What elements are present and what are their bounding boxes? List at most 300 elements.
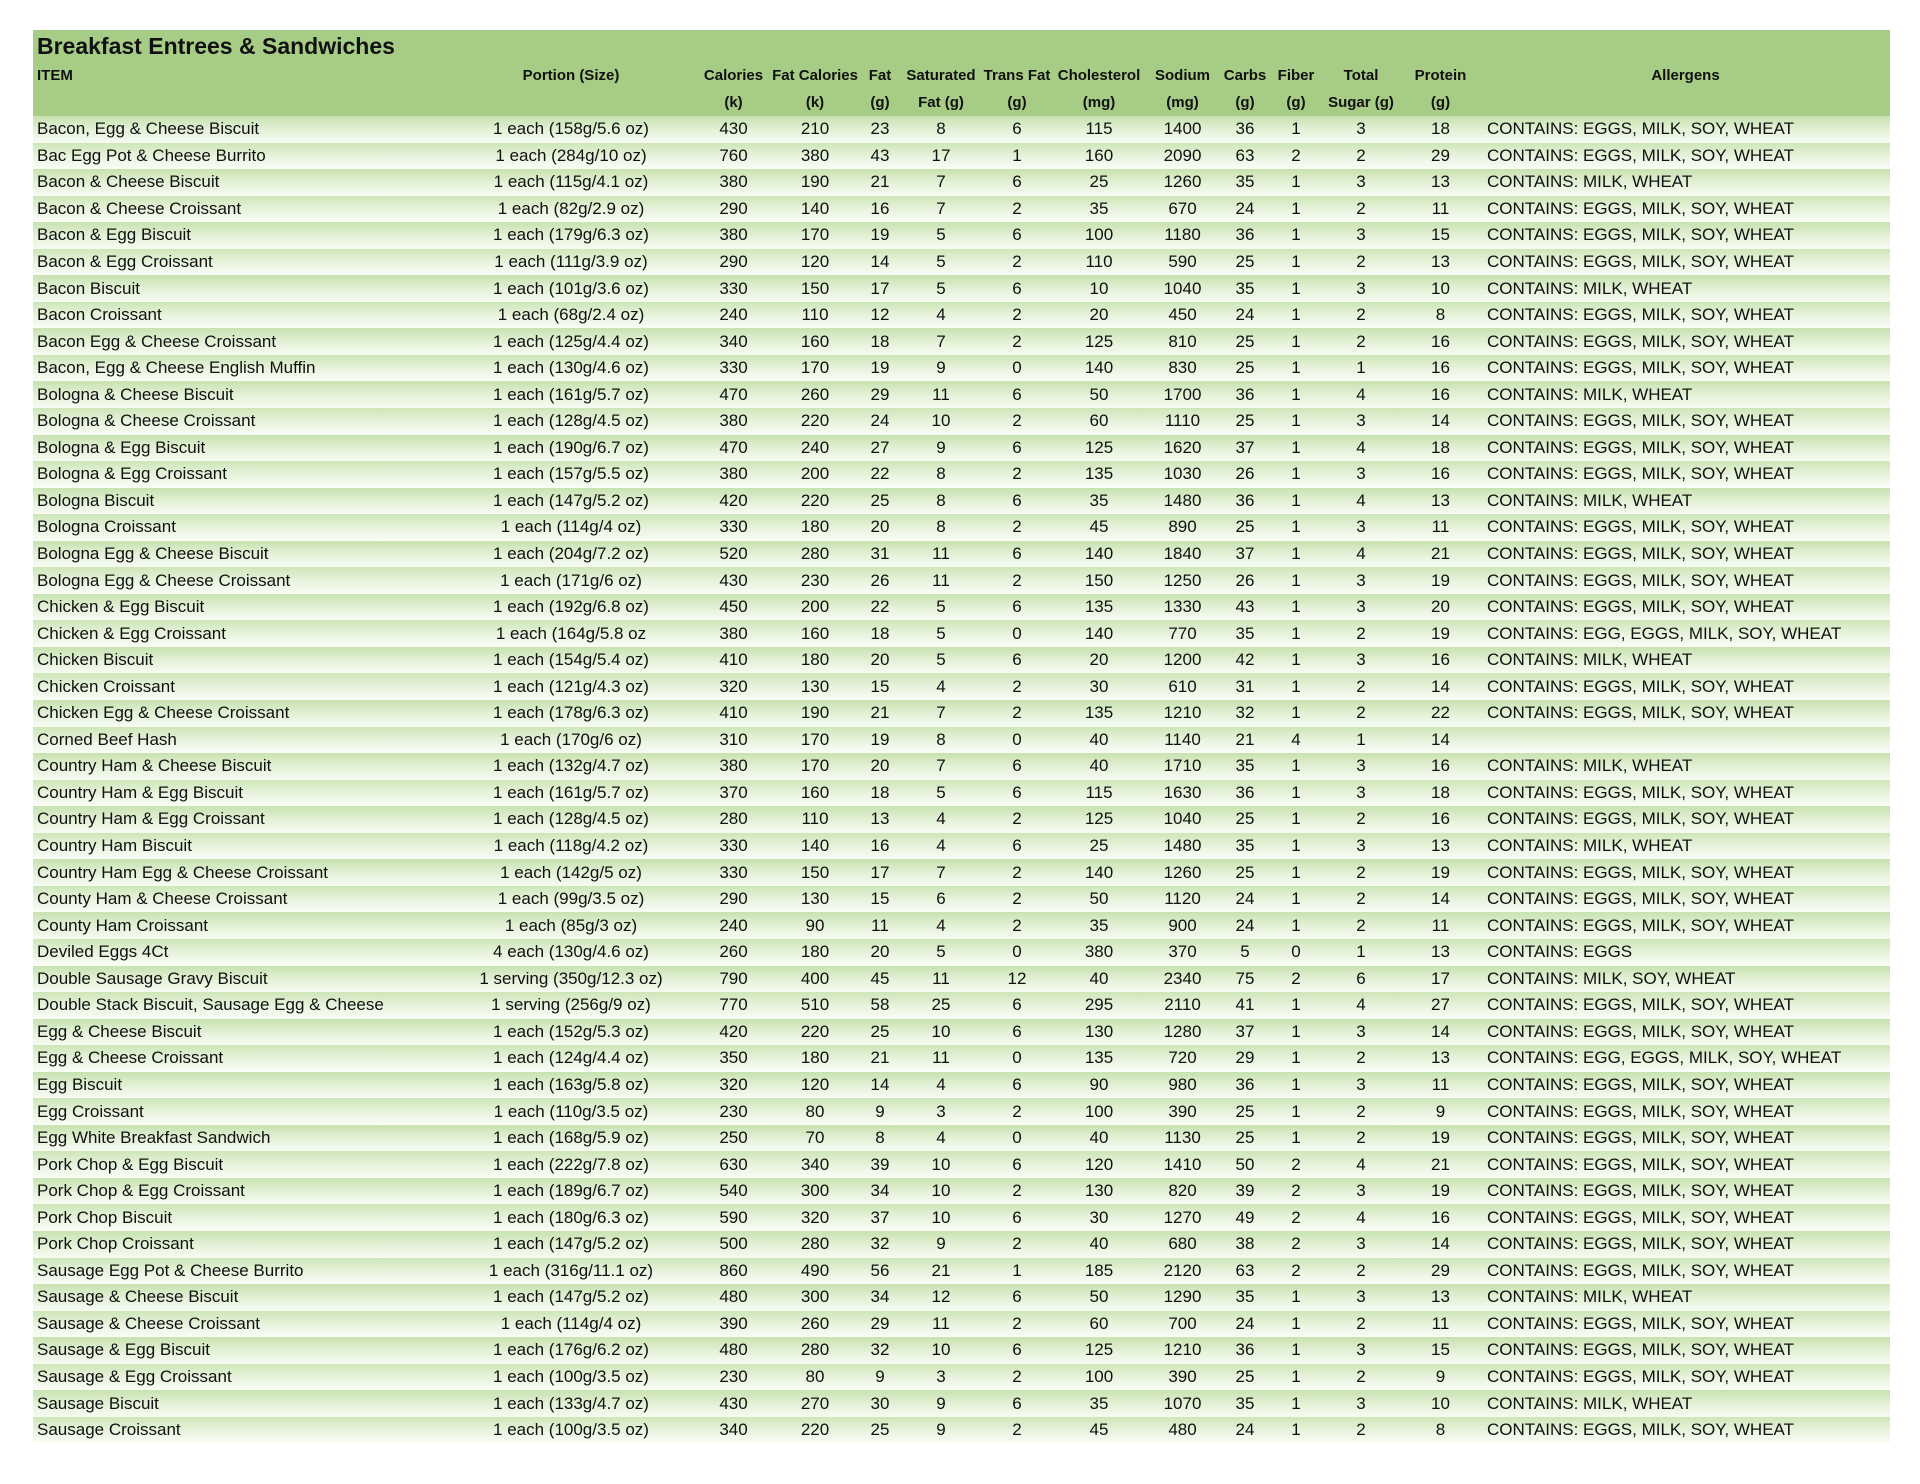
cell-calories: 260 — [696, 939, 771, 966]
cell-portion: 1 each (316g/11.1 oz) — [446, 1258, 696, 1285]
cell-fiber: 2 — [1270, 1258, 1322, 1285]
cell-carbs: 29 — [1220, 1045, 1270, 1072]
cell-fat-calories: 270 — [771, 1390, 859, 1417]
cell-item: Country Ham & Egg Croissant — [33, 806, 446, 833]
cell-sodium: 2120 — [1145, 1258, 1220, 1285]
cell-carbs: 43 — [1220, 594, 1270, 621]
column-header-fat-calories-unit: (k) — [771, 89, 859, 116]
cell-protein: 18 — [1400, 780, 1481, 807]
column-header-total-sugar-unit: Sugar (g) — [1322, 89, 1400, 116]
table-row — [33, 886, 1890, 913]
table-row — [33, 1417, 1890, 1444]
cell-fat: 21 — [859, 1045, 901, 1072]
cell-carbs: 37 — [1220, 1019, 1270, 1046]
cell-saturated-fat: 12 — [901, 1284, 981, 1311]
cell-total-sugar: 4 — [1322, 992, 1400, 1019]
cell-cholesterol: 125 — [1053, 1337, 1145, 1364]
cell-trans-fat: 6 — [981, 1019, 1053, 1046]
cell-trans-fat: 2 — [981, 673, 1053, 700]
cell-trans-fat: 6 — [981, 594, 1053, 621]
cell-cholesterol: 130 — [1053, 1178, 1145, 1205]
cell-calories: 380 — [696, 169, 771, 196]
cell-item: Bologna & Cheese Croissant — [33, 408, 446, 435]
column-header-fiber-unit: (g) — [1270, 89, 1322, 116]
cell-cholesterol: 10 — [1053, 275, 1145, 302]
cell-fat-calories: 490 — [771, 1258, 859, 1285]
cell-protein: 16 — [1400, 1204, 1481, 1231]
cell-portion: 1 each (111g/3.9 oz) — [446, 249, 696, 276]
cell-saturated-fat: 17 — [901, 143, 981, 170]
cell-total-sugar: 3 — [1322, 116, 1400, 143]
cell-fiber: 1 — [1270, 1072, 1322, 1099]
cell-allergens: CONTAINS: EGGS, MILK, SOY, WHEAT — [1481, 567, 1890, 594]
cell-protein: 17 — [1400, 966, 1481, 993]
cell-item: Egg & Cheese Croissant — [33, 1045, 446, 1072]
table-row — [33, 700, 1890, 727]
cell-calories: 330 — [696, 833, 771, 860]
cell-sodium: 1480 — [1145, 488, 1220, 515]
cell-carbs: 25 — [1220, 249, 1270, 276]
nutrition-table — [33, 62, 1890, 1443]
cell-fat: 20 — [859, 647, 901, 674]
cell-protein: 13 — [1400, 939, 1481, 966]
cell-portion: 1 each (142g/5 oz) — [446, 859, 696, 886]
sheet-title-band — [33, 30, 1890, 62]
table-row — [33, 222, 1890, 249]
cell-item: County Ham & Cheese Croissant — [33, 886, 446, 913]
table-row — [33, 275, 1890, 302]
cell-cholesterol: 140 — [1053, 620, 1145, 647]
cell-carbs: 63 — [1220, 143, 1270, 170]
cell-sodium: 1130 — [1145, 1125, 1220, 1152]
cell-allergens: CONTAINS: EGGS, MILK, SOY, WHEAT — [1481, 1337, 1890, 1364]
cell-carbs: 25 — [1220, 514, 1270, 541]
cell-allergens: CONTAINS: EGGS, MILK, SOY, WHEAT — [1481, 461, 1890, 488]
cell-allergens: CONTAINS: EGGS, MILK, SOY, WHEAT — [1481, 700, 1890, 727]
cell-calories: 790 — [696, 966, 771, 993]
cell-protein: 8 — [1400, 302, 1481, 329]
cell-protein: 15 — [1400, 1337, 1481, 1364]
table-row — [33, 806, 1890, 833]
cell-calories: 420 — [696, 1019, 771, 1046]
cell-allergens: CONTAINS: EGGS, MILK, SOY, WHEAT — [1481, 222, 1890, 249]
cell-cholesterol: 60 — [1053, 408, 1145, 435]
cell-fat-calories: 80 — [771, 1098, 859, 1125]
cell-calories: 290 — [696, 886, 771, 913]
cell-fat-calories: 160 — [771, 620, 859, 647]
cell-carbs: 24 — [1220, 196, 1270, 223]
cell-total-sugar: 3 — [1322, 833, 1400, 860]
cell-trans-fat: 2 — [981, 1417, 1053, 1444]
cell-fat: 29 — [859, 381, 901, 408]
table-row — [33, 833, 1890, 860]
cell-calories: 240 — [696, 302, 771, 329]
cell-sodium: 1400 — [1145, 116, 1220, 143]
cell-cholesterol: 40 — [1053, 1125, 1145, 1152]
cell-carbs: 25 — [1220, 806, 1270, 833]
cell-saturated-fat: 8 — [901, 461, 981, 488]
cell-protein: 16 — [1400, 461, 1481, 488]
cell-fiber: 1 — [1270, 647, 1322, 674]
column-header-item-unit — [33, 89, 446, 116]
cell-portion: 1 each (124g/4.4 oz) — [446, 1045, 696, 1072]
table-row — [33, 1390, 1890, 1417]
cell-saturated-fat: 9 — [901, 1231, 981, 1258]
cell-carbs: 26 — [1220, 567, 1270, 594]
cell-allergens: CONTAINS: EGGS, MILK, SOY, WHEAT — [1481, 1019, 1890, 1046]
column-header-trans-fat: Trans Fat — [981, 62, 1053, 89]
cell-saturated-fat: 3 — [901, 1364, 981, 1391]
cell-protein: 13 — [1400, 249, 1481, 276]
cell-fat: 25 — [859, 1019, 901, 1046]
cell-carbs: 32 — [1220, 700, 1270, 727]
cell-cholesterol: 50 — [1053, 1284, 1145, 1311]
page-title: Breakfast Entrees & Sandwiches — [37, 33, 395, 59]
cell-saturated-fat: 9 — [901, 355, 981, 382]
cell-sodium: 1030 — [1145, 461, 1220, 488]
cell-sodium: 1210 — [1145, 1337, 1220, 1364]
cell-sodium: 610 — [1145, 673, 1220, 700]
cell-cholesterol: 130 — [1053, 1019, 1145, 1046]
cell-protein: 14 — [1400, 1231, 1481, 1258]
column-header-sodium-unit: (mg) — [1145, 89, 1220, 116]
cell-carbs: 35 — [1220, 275, 1270, 302]
cell-cholesterol: 40 — [1053, 727, 1145, 754]
cell-fiber: 1 — [1270, 1337, 1322, 1364]
cell-saturated-fat: 11 — [901, 966, 981, 993]
cell-saturated-fat: 8 — [901, 727, 981, 754]
cell-allergens: CONTAINS: EGGS, MILK, SOY, WHEAT — [1481, 116, 1890, 143]
cell-fiber: 1 — [1270, 912, 1322, 939]
cell-fat-calories: 200 — [771, 461, 859, 488]
cell-fat: 34 — [859, 1178, 901, 1205]
cell-allergens: CONTAINS: EGGS, MILK, SOY, WHEAT — [1481, 541, 1890, 568]
cell-fat-calories: 180 — [771, 939, 859, 966]
cell-calories: 340 — [696, 1417, 771, 1444]
cell-trans-fat: 2 — [981, 1364, 1053, 1391]
cell-calories: 240 — [696, 912, 771, 939]
cell-fiber: 2 — [1270, 1231, 1322, 1258]
table-row — [33, 1258, 1890, 1285]
cell-total-sugar: 1 — [1322, 939, 1400, 966]
cell-sodium: 980 — [1145, 1072, 1220, 1099]
cell-trans-fat: 6 — [981, 116, 1053, 143]
cell-portion: 1 each (100g/3.5 oz) — [446, 1364, 696, 1391]
cell-allergens: CONTAINS: MILK, WHEAT — [1481, 488, 1890, 515]
cell-calories: 380 — [696, 461, 771, 488]
cell-saturated-fat: 4 — [901, 1072, 981, 1099]
cell-item: Pork Chop & Egg Croissant — [33, 1178, 446, 1205]
cell-protein: 18 — [1400, 116, 1481, 143]
cell-calories: 450 — [696, 594, 771, 621]
cell-item: Country Ham & Cheese Biscuit — [33, 753, 446, 780]
cell-cholesterol: 135 — [1053, 1045, 1145, 1072]
cell-protein: 14 — [1400, 727, 1481, 754]
cell-sodium: 1040 — [1145, 275, 1220, 302]
cell-item: Pork Chop Croissant — [33, 1231, 446, 1258]
cell-portion: 1 each (179g/6.3 oz) — [446, 222, 696, 249]
cell-saturated-fat: 11 — [901, 567, 981, 594]
cell-fat-calories: 110 — [771, 302, 859, 329]
cell-item: County Ham Croissant — [33, 912, 446, 939]
cell-cholesterol: 135 — [1053, 700, 1145, 727]
cell-protein: 19 — [1400, 567, 1481, 594]
cell-saturated-fat: 4 — [901, 806, 981, 833]
cell-carbs: 35 — [1220, 620, 1270, 647]
cell-total-sugar: 2 — [1322, 859, 1400, 886]
cell-total-sugar: 3 — [1322, 780, 1400, 807]
cell-fat: 22 — [859, 594, 901, 621]
cell-item: Bologna & Egg Biscuit — [33, 435, 446, 462]
cell-saturated-fat: 11 — [901, 1045, 981, 1072]
cell-fat-calories: 260 — [771, 1311, 859, 1338]
cell-fat-calories: 170 — [771, 753, 859, 780]
cell-item: Pork Chop & Egg Biscuit — [33, 1151, 446, 1178]
cell-fiber: 1 — [1270, 1098, 1322, 1125]
cell-cholesterol: 135 — [1053, 594, 1145, 621]
cell-fat-calories: 180 — [771, 647, 859, 674]
column-header-calories: Calories — [696, 62, 771, 89]
cell-trans-fat: 6 — [981, 1072, 1053, 1099]
cell-fat: 21 — [859, 169, 901, 196]
cell-allergens: CONTAINS: EGGS, MILK, SOY, WHEAT — [1481, 780, 1890, 807]
cell-sodium: 1330 — [1145, 594, 1220, 621]
cell-item: Chicken Croissant — [33, 673, 446, 700]
cell-total-sugar: 1 — [1322, 727, 1400, 754]
cell-portion: 1 each (176g/6.2 oz) — [446, 1337, 696, 1364]
cell-allergens: CONTAINS: EGGS, MILK, SOY, WHEAT — [1481, 1258, 1890, 1285]
cell-sodium: 1270 — [1145, 1204, 1220, 1231]
cell-fat-calories: 190 — [771, 700, 859, 727]
cell-fiber: 1 — [1270, 673, 1322, 700]
cell-item: Bacon & Egg Biscuit — [33, 222, 446, 249]
cell-trans-fat: 6 — [981, 647, 1053, 674]
cell-trans-fat: 2 — [981, 1098, 1053, 1125]
nutrition-sheet — [33, 30, 1890, 1443]
cell-sodium: 2110 — [1145, 992, 1220, 1019]
cell-fiber: 1 — [1270, 1125, 1322, 1152]
column-header-portion: Portion (Size) — [446, 62, 696, 89]
cell-portion: 1 each (128g/4.5 oz) — [446, 806, 696, 833]
cell-protein: 27 — [1400, 992, 1481, 1019]
column-header-allergens: Allergens — [1481, 62, 1890, 89]
cell-fat: 20 — [859, 939, 901, 966]
cell-cholesterol: 50 — [1053, 381, 1145, 408]
cell-carbs: 75 — [1220, 966, 1270, 993]
cell-fat-calories: 170 — [771, 222, 859, 249]
cell-allergens: CONTAINS: EGGS, MILK, SOY, WHEAT — [1481, 886, 1890, 913]
cell-total-sugar: 3 — [1322, 1284, 1400, 1311]
cell-saturated-fat: 8 — [901, 488, 981, 515]
cell-allergens: CONTAINS: EGGS, MILK, SOY, WHEAT — [1481, 1231, 1890, 1258]
cell-protein: 13 — [1400, 1045, 1481, 1072]
cell-protein: 14 — [1400, 886, 1481, 913]
cell-fiber: 1 — [1270, 594, 1322, 621]
column-header-fiber: Fiber — [1270, 62, 1322, 89]
cell-total-sugar: 3 — [1322, 1390, 1400, 1417]
cell-portion: 1 each (125g/4.4 oz) — [446, 328, 696, 355]
cell-cholesterol: 30 — [1053, 673, 1145, 700]
cell-saturated-fat: 4 — [901, 833, 981, 860]
cell-total-sugar: 4 — [1322, 381, 1400, 408]
cell-fiber: 1 — [1270, 886, 1322, 913]
cell-saturated-fat: 5 — [901, 249, 981, 276]
cell-total-sugar: 3 — [1322, 647, 1400, 674]
cell-portion: 1 each (189g/6.7 oz) — [446, 1178, 696, 1205]
cell-fiber: 1 — [1270, 488, 1322, 515]
cell-portion: 1 each (99g/3.5 oz) — [446, 886, 696, 913]
cell-saturated-fat: 25 — [901, 992, 981, 1019]
cell-sodium: 890 — [1145, 514, 1220, 541]
cell-trans-fat: 2 — [981, 196, 1053, 223]
cell-protein: 16 — [1400, 355, 1481, 382]
cell-protein: 19 — [1400, 1178, 1481, 1205]
cell-fat-calories: 280 — [771, 541, 859, 568]
cell-portion: 1 serving (256g/9 oz) — [446, 992, 696, 1019]
cell-protein: 19 — [1400, 620, 1481, 647]
cell-saturated-fat: 5 — [901, 939, 981, 966]
cell-total-sugar: 2 — [1322, 302, 1400, 329]
cell-item: Sausage & Cheese Croissant — [33, 1311, 446, 1338]
cell-calories: 370 — [696, 780, 771, 807]
cell-cholesterol: 40 — [1053, 1231, 1145, 1258]
cell-sodium: 720 — [1145, 1045, 1220, 1072]
cell-total-sugar: 2 — [1322, 1098, 1400, 1125]
cell-calories: 760 — [696, 143, 771, 170]
cell-fat: 18 — [859, 620, 901, 647]
table-header — [33, 62, 1890, 116]
cell-portion: 1 each (161g/5.7 oz) — [446, 780, 696, 807]
cell-allergens: CONTAINS: EGGS, MILK, SOY, WHEAT — [1481, 328, 1890, 355]
cell-fat-calories: 170 — [771, 727, 859, 754]
cell-portion: 1 each (147g/5.2 oz) — [446, 1284, 696, 1311]
cell-calories: 470 — [696, 435, 771, 462]
cell-cholesterol: 140 — [1053, 355, 1145, 382]
cell-sodium: 900 — [1145, 912, 1220, 939]
cell-fiber: 1 — [1270, 275, 1322, 302]
cell-calories: 350 — [696, 1045, 771, 1072]
cell-portion: 1 each (110g/3.5 oz) — [446, 1098, 696, 1125]
cell-protein: 29 — [1400, 143, 1481, 170]
cell-total-sugar: 3 — [1322, 222, 1400, 249]
cell-fat: 23 — [859, 116, 901, 143]
cell-fat-calories: 180 — [771, 514, 859, 541]
cell-saturated-fat: 7 — [901, 196, 981, 223]
table-row — [33, 1098, 1890, 1125]
cell-fat: 18 — [859, 780, 901, 807]
cell-fat: 34 — [859, 1284, 901, 1311]
cell-total-sugar: 2 — [1322, 912, 1400, 939]
cell-protein: 19 — [1400, 859, 1481, 886]
cell-portion: 1 each (114g/4 oz) — [446, 1311, 696, 1338]
cell-protein: 11 — [1400, 196, 1481, 223]
cell-cholesterol: 295 — [1053, 992, 1145, 1019]
cell-trans-fat: 6 — [981, 435, 1053, 462]
cell-portion: 1 each (68g/2.4 oz) — [446, 302, 696, 329]
cell-saturated-fat: 5 — [901, 222, 981, 249]
cell-fat-calories: 160 — [771, 328, 859, 355]
cell-protein: 14 — [1400, 673, 1481, 700]
cell-fat-calories: 300 — [771, 1284, 859, 1311]
cell-cholesterol: 140 — [1053, 859, 1145, 886]
cell-trans-fat: 6 — [981, 1337, 1053, 1364]
cell-calories: 430 — [696, 1390, 771, 1417]
cell-fat: 22 — [859, 461, 901, 488]
cell-fat-calories: 220 — [771, 408, 859, 435]
cell-saturated-fat: 10 — [901, 1178, 981, 1205]
cell-fat: 9 — [859, 1098, 901, 1125]
cell-cholesterol: 50 — [1053, 886, 1145, 913]
cell-carbs: 36 — [1220, 488, 1270, 515]
column-header-saturated-fat: Saturated — [901, 62, 981, 89]
cell-sodium: 480 — [1145, 1417, 1220, 1444]
cell-trans-fat: 2 — [981, 859, 1053, 886]
cell-protein: 29 — [1400, 1258, 1481, 1285]
cell-saturated-fat: 9 — [901, 435, 981, 462]
table-row — [33, 1284, 1890, 1311]
cell-cholesterol: 110 — [1053, 249, 1145, 276]
cell-protein: 21 — [1400, 1151, 1481, 1178]
cell-cholesterol: 100 — [1053, 1364, 1145, 1391]
cell-sodium: 1840 — [1145, 541, 1220, 568]
cell-total-sugar: 2 — [1322, 620, 1400, 647]
table-row — [33, 753, 1890, 780]
cell-calories: 500 — [696, 1231, 771, 1258]
cell-protein: 16 — [1400, 647, 1481, 674]
cell-fat-calories: 280 — [771, 1231, 859, 1258]
cell-item: Bologna Egg & Cheese Croissant — [33, 567, 446, 594]
cell-fat: 17 — [859, 275, 901, 302]
cell-fiber: 2 — [1270, 1204, 1322, 1231]
cell-allergens: CONTAINS: MILK, WHEAT — [1481, 1390, 1890, 1417]
cell-item: Egg & Cheese Biscuit — [33, 1019, 446, 1046]
cell-saturated-fat: 7 — [901, 859, 981, 886]
cell-protein: 22 — [1400, 700, 1481, 727]
cell-protein: 19 — [1400, 1125, 1481, 1152]
table-row — [33, 1204, 1890, 1231]
cell-fiber: 1 — [1270, 435, 1322, 462]
cell-fat: 43 — [859, 143, 901, 170]
cell-saturated-fat: 7 — [901, 169, 981, 196]
cell-sodium: 390 — [1145, 1364, 1220, 1391]
cell-trans-fat: 1 — [981, 143, 1053, 170]
cell-calories: 320 — [696, 1072, 771, 1099]
header-row-1 — [33, 62, 1890, 89]
cell-protein: 15 — [1400, 222, 1481, 249]
cell-trans-fat: 0 — [981, 727, 1053, 754]
cell-cholesterol: 20 — [1053, 647, 1145, 674]
cell-sodium: 370 — [1145, 939, 1220, 966]
cell-protein: 13 — [1400, 169, 1481, 196]
cell-calories: 380 — [696, 222, 771, 249]
column-header-protein: Protein — [1400, 62, 1481, 89]
column-header-carbs-unit: (g) — [1220, 89, 1270, 116]
cell-calories: 410 — [696, 700, 771, 727]
cell-fat: 15 — [859, 886, 901, 913]
cell-sodium: 1140 — [1145, 727, 1220, 754]
column-header-fat: Fat — [859, 62, 901, 89]
cell-cholesterol: 45 — [1053, 1417, 1145, 1444]
cell-fiber: 1 — [1270, 408, 1322, 435]
column-header-allergens-unit — [1481, 89, 1890, 116]
cell-portion: 1 each (284g/10 oz) — [446, 143, 696, 170]
cell-trans-fat: 6 — [981, 1151, 1053, 1178]
cell-item: Bacon Biscuit — [33, 275, 446, 302]
cell-item: Bacon Egg & Cheese Croissant — [33, 328, 446, 355]
cell-sodium: 810 — [1145, 328, 1220, 355]
cell-portion: 1 each (154g/5.4 oz) — [446, 647, 696, 674]
cell-fat-calories: 140 — [771, 833, 859, 860]
